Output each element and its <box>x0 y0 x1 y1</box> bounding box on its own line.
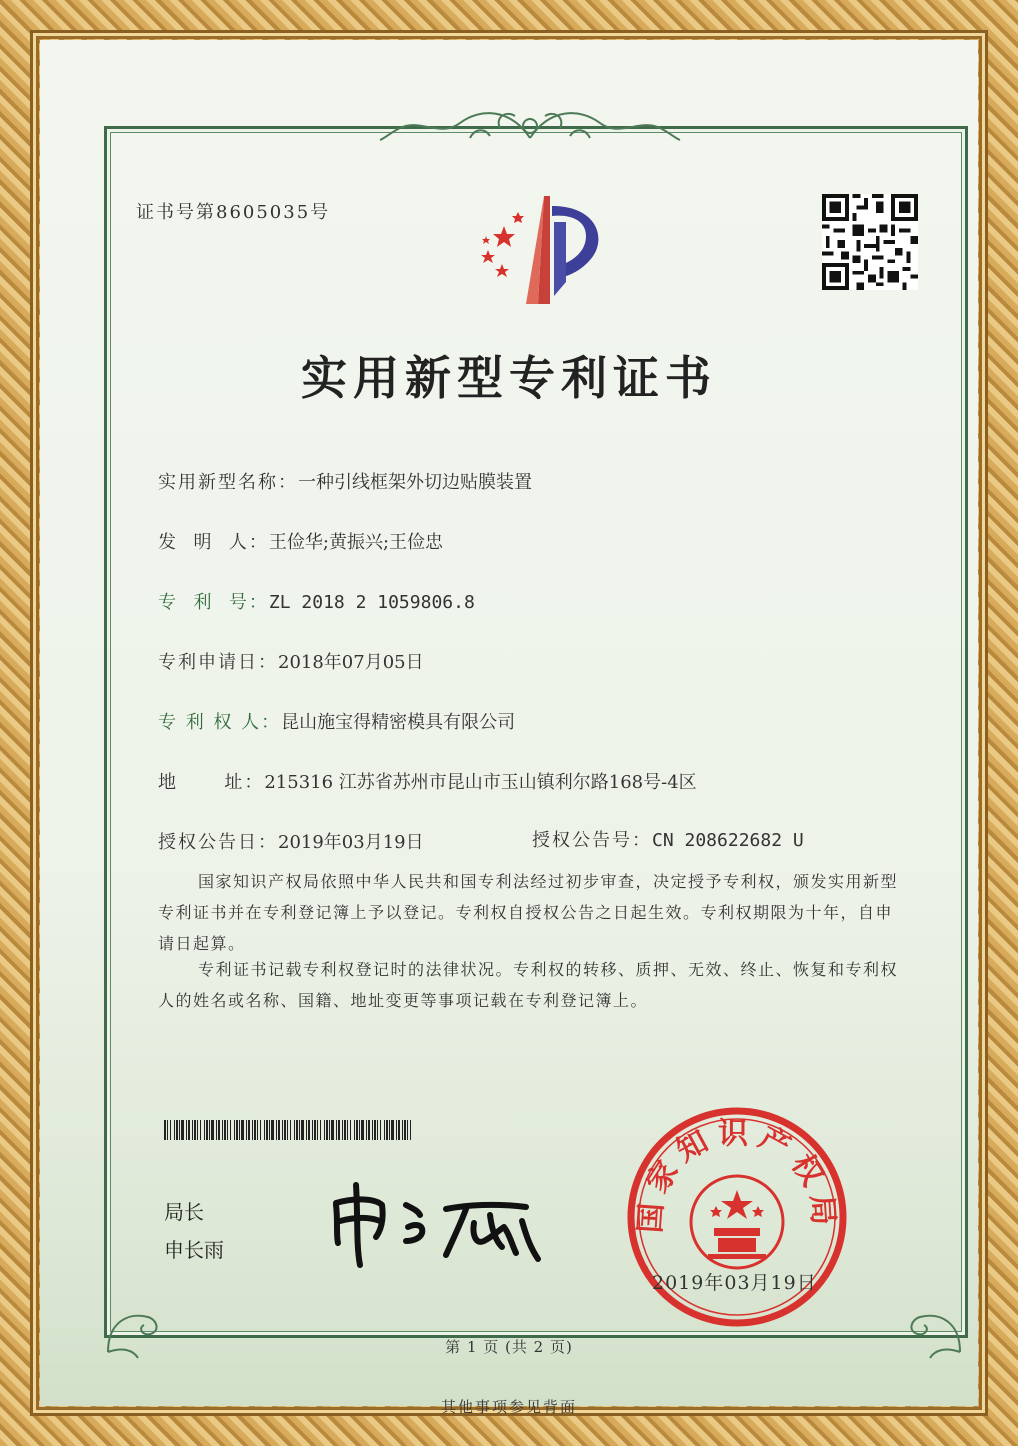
inventor-value: 王俭华;黄振兴;王俭忠 <box>268 532 444 553</box>
grant-paragraph: 国家知识产权局依照中华人民共和国专利法经过初步审查，决定授予专利权，颁发实用新型专利证书并在专利登记簿上予以登记。专利权自授权公告之日起生效。专利权期限为十年，自申请日起算。 <box>158 872 899 953</box>
top-ornament-icon <box>380 98 680 148</box>
inventor-row <box>158 528 443 554</box>
publication-number-value: CN 208622682 U <box>652 830 804 851</box>
qr-code-icon <box>822 194 918 290</box>
application-date-label: 专利申请日： <box>158 652 278 673</box>
barcode-icon <box>164 1120 414 1140</box>
patent-number-value: ZL 2018 2 1059806.8 <box>268 592 475 613</box>
legal-status-paragraph: 专利证书记载专利权登记时的法律状况。专利权的转移、质押、无效、终止、恢复和专利权人的姓名或名称、国籍、地址变更等事项记载在专利登记簿上。 <box>158 960 899 1010</box>
application-date-value: 2018年07月05日 <box>278 652 424 673</box>
patentee-value: 昆山施宝得精密模具有限公司 <box>281 712 516 733</box>
official-seal-icon <box>624 1104 850 1330</box>
utility-model-name-value: 一种引线框架外切边贴膜装置 <box>298 472 532 493</box>
address-row <box>158 768 697 794</box>
director-name: 申长雨 <box>164 1238 224 1262</box>
publication-number-row <box>532 826 804 852</box>
address-value: 215316 江苏省苏州市昆山市玉山镇利尔路168号-4区 <box>264 772 697 793</box>
publication-date-label: 授权公告日： <box>158 832 278 853</box>
patentee-label: 专 利 权 人： <box>158 712 282 733</box>
certificate-title: 实用新型专利证书 <box>301 351 717 405</box>
patent-number-row <box>158 588 475 614</box>
footer-note: 其他事项参见背面 <box>440 1398 577 1416</box>
application-date-row <box>158 648 424 674</box>
handwritten-signature-icon <box>326 1175 546 1270</box>
address-label: 地 址： <box>158 772 265 793</box>
utility-model-name-label: 实用新型名称： <box>158 472 298 493</box>
certificate-number: 证书号第8605035号 <box>136 202 331 223</box>
seal-text: 国家知识产权局 <box>632 1116 842 1235</box>
director-title: 局长 <box>164 1200 204 1224</box>
page-indicator: 第 1 页 (共 2 页) <box>445 1338 573 1356</box>
inventor-label: 发 明 人： <box>158 532 269 553</box>
publication-date-row <box>158 828 424 854</box>
patent-number-label: 专 利 号： <box>158 592 269 613</box>
publication-date-value: 2019年03月19日 <box>278 832 424 853</box>
utility-model-name-row <box>158 468 532 494</box>
publication-number-label: 授权公告号： <box>532 830 652 851</box>
seal-date: 2019年03月19日 <box>652 1272 817 1294</box>
certificate-paper <box>40 40 978 1416</box>
patent-office-logo-icon <box>458 192 608 310</box>
patentee-row <box>158 708 515 734</box>
